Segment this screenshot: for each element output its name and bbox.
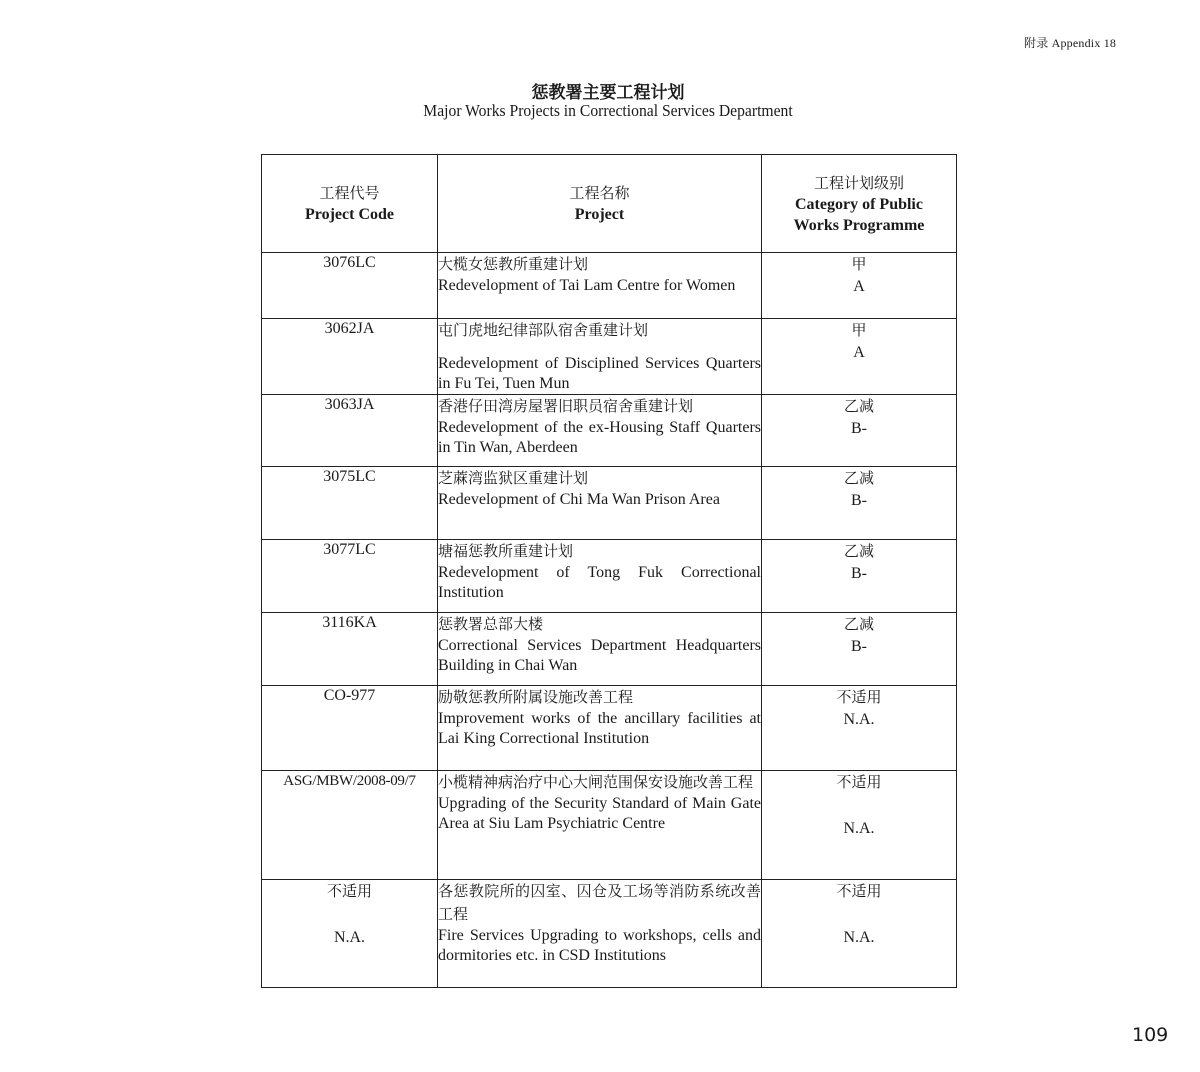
project-name-en: Upgrading of the Security Standard of Main Gate Area at Siu Lam Psychiatric Centre — [438, 795, 761, 832]
category-cell — [762, 613, 957, 686]
header-category-zh: 工程计划级别 — [813, 173, 904, 192]
project-code-cell: 3062JA — [262, 319, 438, 395]
category-en: A — [853, 278, 865, 295]
category-en: B- — [851, 638, 867, 655]
category-cell — [762, 880, 957, 988]
category-en: B- — [851, 420, 867, 437]
category-cell — [762, 686, 957, 771]
project-name-zh: 各惩教院所的囚室、囚仓及工场等消防系统改善工程 — [438, 882, 761, 923]
project-name-en: Redevelopment of the ex-Housing Staff Quarters in Tin Wan, Aberdeen — [438, 419, 761, 456]
project-code-cell: 3077LC — [262, 540, 438, 613]
project-code-cell — [262, 880, 438, 988]
category-cell — [762, 319, 957, 395]
category-zh: 甲 — [851, 321, 867, 339]
table-row — [262, 319, 957, 395]
header-category-en: Category of Public Works Programme — [793, 195, 925, 234]
project-code-en: N.A. — [333, 929, 366, 946]
header-project-en: Project — [574, 206, 625, 223]
project-cell — [438, 467, 762, 540]
appendix-label: 附录 Appendix 18 — [1024, 36, 1117, 50]
header-code-zh: 工程代号 — [319, 184, 380, 202]
project-name-en: Redevelopment of Tong Fuk Correctional Institution — [438, 564, 761, 601]
table-row — [262, 253, 957, 319]
project-name-zh: 励敬惩教所附属设施改善工程 — [438, 688, 634, 706]
table-row — [262, 540, 957, 613]
category-zh: 乙减 — [843, 397, 874, 415]
table-row — [262, 686, 957, 771]
category-zh: 不适用 — [836, 688, 882, 706]
project-name-zh: 小榄精神病治疗中心大闸范围保安设施改善工程 — [438, 773, 754, 791]
header-project — [438, 155, 762, 253]
project-name-en: Redevelopment of Disciplined Services Quarters in Fu Tei, Tuen Mun — [438, 355, 761, 392]
project-cell — [438, 880, 762, 988]
project-cell — [438, 540, 762, 613]
table-row — [262, 880, 957, 988]
category-zh: 乙减 — [843, 615, 874, 633]
table-row — [262, 467, 957, 540]
table-row — [262, 395, 957, 467]
page-number: 109 — [1132, 1024, 1169, 1046]
category-cell — [762, 771, 957, 880]
category-cell — [762, 253, 957, 319]
project-name-en: Fire Services Upgrading to workshops, cells and dormitories etc. in CSD Institutions — [438, 927, 761, 964]
project-name-en: Correctional Services Department Headquarters Building in Chai Wan — [438, 637, 761, 674]
project-name-zh: 香港仔田湾房屋署旧职员宿舍重建计划 — [438, 397, 694, 415]
category-en: N.A. — [843, 929, 875, 946]
project-name-en: Redevelopment of Chi Ma Wan Prison Area — [438, 491, 720, 508]
project-code-cell: 3063JA — [262, 395, 438, 467]
project-name-zh: 芝蔴湾监狱区重建计划 — [438, 469, 589, 487]
header-code-en: Project Code — [305, 206, 394, 223]
category-cell — [762, 467, 957, 540]
project-code-cell: 3116KA — [262, 613, 438, 686]
header-project-zh: 工程名称 — [569, 184, 630, 202]
category-zh: 甲 — [851, 255, 867, 273]
project-cell — [438, 253, 762, 319]
works-projects-table — [261, 154, 957, 988]
category-zh: 不适用 — [836, 882, 882, 900]
header-project-code — [262, 155, 438, 253]
project-name-zh: 塘福惩教所重建计划 — [438, 542, 574, 560]
project-code-cell: 3075LC — [262, 467, 438, 540]
project-name-zh: 屯门虎地纪律部队宿舍重建计划 — [438, 321, 649, 339]
project-code-cell: 3076LC — [262, 253, 438, 319]
project-cell — [438, 686, 762, 771]
category-en: B- — [851, 565, 867, 582]
project-code-zh: 不适用 — [326, 882, 372, 900]
project-name-en: Redevelopment of Tai Lam Centre for Women — [438, 277, 736, 294]
project-name-zh: 惩教署总部大楼 — [438, 615, 544, 633]
project-code-cell: CO-977 — [262, 686, 438, 771]
project-code-cell: ASG/MBW/2008-09/7 — [262, 771, 438, 880]
category-cell — [762, 540, 957, 613]
table-row — [262, 771, 957, 880]
table-header-row — [262, 155, 957, 253]
table-row — [262, 613, 957, 686]
category-en: N.A. — [843, 820, 875, 837]
category-en: B- — [851, 492, 867, 509]
category-en: A — [853, 344, 865, 361]
project-cell — [438, 395, 762, 467]
project-cell — [438, 771, 762, 880]
header-category — [762, 155, 957, 253]
project-name-zh: 大榄女惩教所重建计划 — [438, 255, 589, 273]
page-title-english: Major Works Projects in Correctional Services Department — [423, 101, 793, 120]
page-title-chinese: 惩教署主要工程计划 — [531, 83, 685, 103]
category-en: N.A. — [843, 711, 875, 728]
category-zh: 乙减 — [843, 469, 874, 487]
category-zh: 乙减 — [843, 542, 874, 560]
category-cell — [762, 395, 957, 467]
category-zh: 不适用 — [836, 773, 882, 791]
project-cell — [438, 613, 762, 686]
project-name-en: Improvement works of the ancillary facilities at Lai King Correctional Institution — [438, 710, 761, 747]
project-cell — [438, 319, 762, 395]
